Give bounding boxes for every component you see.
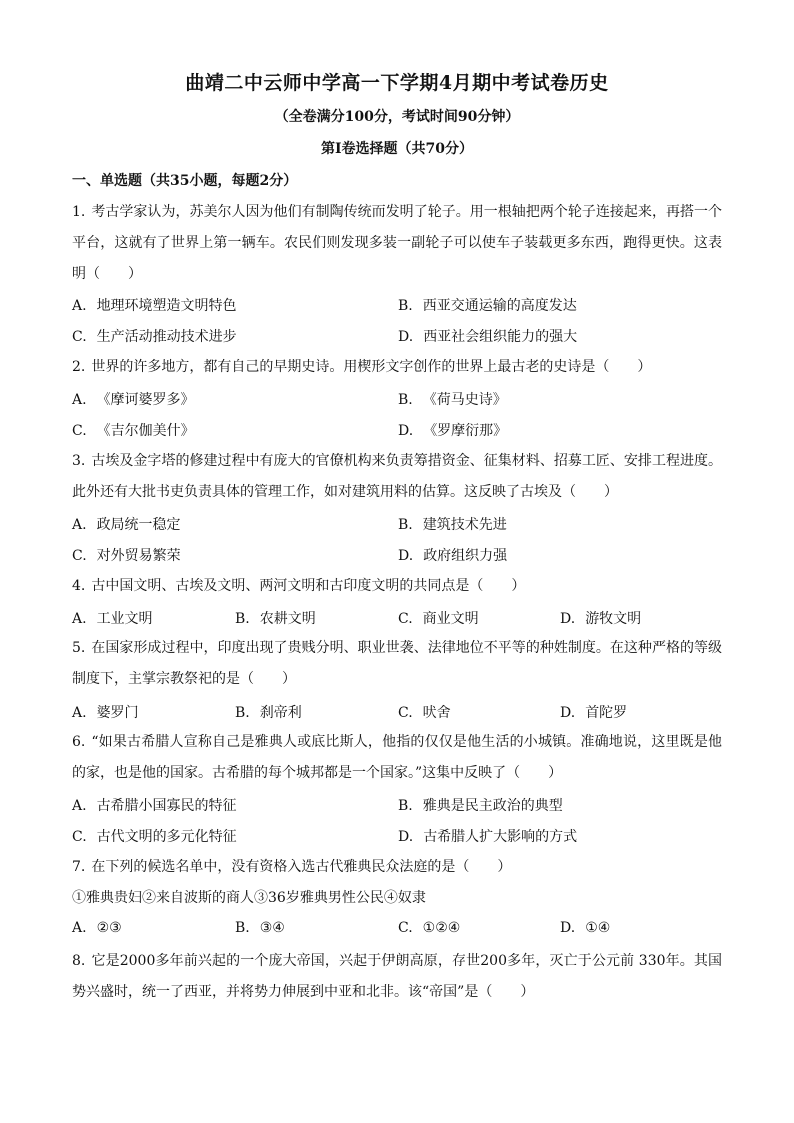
question-5 <box>72 633 722 695</box>
option-d[interactable]: D. ①④ <box>560 920 611 936</box>
question-3-options-2 <box>72 545 732 567</box>
option-c[interactable]: C. 商业文明 <box>398 611 479 627</box>
question-5-options <box>72 702 732 724</box>
option-b[interactable]: B. ③④ <box>235 920 285 936</box>
question-6 <box>72 727 722 789</box>
question-7 <box>72 852 722 883</box>
question-1 <box>72 197 722 290</box>
question-3 <box>72 446 722 508</box>
option-d[interactable]: D. 《罗摩衍那》 <box>398 423 508 439</box>
option-c[interactable]: C. 对外贸易繁荣 <box>72 548 181 564</box>
question-3-options <box>72 514 732 536</box>
question-1-options-2 <box>72 326 732 348</box>
part-heading: 第Ⅰ卷选择题（共70分） <box>320 141 474 157</box>
option-d[interactable]: D. 古希腊人扩大影响的方式 <box>398 829 578 845</box>
option-d[interactable]: D. 游牧文明 <box>560 611 642 627</box>
question-2-options-2 <box>72 420 732 442</box>
option-d[interactable]: D. 政府组织力强 <box>398 548 508 564</box>
option-c[interactable]: C. 古代文明的多元化特征 <box>72 829 237 845</box>
option-c[interactable]: C. 吠舍 <box>398 705 451 721</box>
option-a[interactable]: A. 地理环境塑造文明特色 <box>72 298 237 314</box>
section-heading: 一、单选题（共35小题，每题2分） <box>72 173 298 189</box>
option-b[interactable]: B. 农耕文明 <box>235 611 316 627</box>
question-7-options <box>72 920 732 942</box>
question-text: 古中国文明、古埃及文明、两河文明和古印度文明的共同点是（ ） <box>91 578 526 594</box>
question-number: 3. <box>72 453 86 469</box>
question-number: 6. <box>72 734 86 750</box>
question-text: 世界的许多地方，都有自己的早期史诗。用楔形文字创作的世界上最古老的史诗是（ ） <box>91 359 652 375</box>
option-b[interactable]: B. 雅典是民主政治的典型 <box>398 798 563 814</box>
option-a[interactable]: A. ②③ <box>72 920 122 936</box>
question-text: “如果古希腊人宣称自己是雅典人或底比斯人，他指的仅仅是他生活的小城镇。准确地说，这里既是他的家，也是他的国家。古希腊的每个城邦都是一个国家。”这集中反映了（ ） <box>72 734 722 781</box>
option-a[interactable]: A. 《摩诃婆罗多》 <box>72 392 195 408</box>
exam-subtitle: （全卷满分100分，考试时间90分钟） <box>274 109 520 125</box>
question-text: 在下列的候选名单中，没有资格入选古代雅典民众法庭的是（ ） <box>91 859 512 875</box>
option-b[interactable]: B. 建筑技术先进 <box>398 517 507 533</box>
question-6-options <box>72 795 732 817</box>
question-6-options-2 <box>72 826 732 848</box>
question-number: 7. <box>72 859 86 875</box>
option-c[interactable]: C. 《吉尔伽美什》 <box>72 423 195 439</box>
option-b[interactable]: B. 刹帝利 <box>235 705 302 721</box>
page-title: 曲靖二中云师中学高一下学期4月期中考试卷历史 <box>185 72 609 94</box>
question-4-options <box>72 608 732 630</box>
question-2 <box>72 352 722 383</box>
question-number: 8. <box>72 953 86 969</box>
question-number: 2. <box>72 359 86 375</box>
question-text: 考古学家认为，苏美尔人因为他们有制陶传统而发明了轮子。用一根轴把两个轮子连接起来，再搭一个平台，这就有了世界上第一辆车。农民们则发现多装一副轮子可以使车子装载更多东西，跑得更快。这表明（ ） <box>72 204 722 282</box>
question-number: 4. <box>72 578 86 594</box>
question-text: 古埃及金字塔的修建过程中有庞大的官僚机构来负责筹措资金、征集材料、招募工匠、安排工程进度。此外还有大批书吏负责具体的管理工作，如对建筑用料的估算。这反映了古埃及（ ） <box>72 453 722 500</box>
question-4 <box>72 571 722 602</box>
option-c[interactable]: C. 生产活动推动技术进步 <box>72 329 237 345</box>
option-d[interactable]: D. 首陀罗 <box>560 705 628 721</box>
option-c[interactable]: C. ①②④ <box>398 920 461 936</box>
question-text: 在国家形成过程中，印度出现了贵贱分明、职业世袭、法律地位不平等的种姓制度。在这种严格的等级制度下，主掌宗教祭祀的是（ ） <box>72 640 722 687</box>
question-7-candidates: ①雅典贵妇②来自波斯的商人③36岁雅典男性公民④奴隶 <box>72 890 426 906</box>
option-b[interactable]: B. 西亚交通运输的高度发达 <box>398 298 577 314</box>
option-a[interactable]: A. 婆罗门 <box>72 705 139 721</box>
option-b[interactable]: B. 《荷马史诗》 <box>398 392 507 408</box>
question-number: 1. <box>72 204 86 220</box>
option-d[interactable]: D. 西亚社会组织能力的强大 <box>398 329 578 345</box>
question-1-options <box>72 295 732 317</box>
option-a[interactable]: A. 古希腊小国寡民的特征 <box>72 798 237 814</box>
question-number: 5. <box>72 640 86 656</box>
question-2-options <box>72 389 732 411</box>
question-8 <box>72 946 722 1008</box>
question-text: 它是2000多年前兴起的一个庞大帝国，兴起于伊朗高原，存世200多年，灭亡于公元前 330年。其国势兴盛时，统一了西亚，并将势力伸展到中亚和北非。该“帝国”是（ ） <box>72 953 722 1000</box>
option-a[interactable]: A. 工业文明 <box>72 611 153 627</box>
option-a[interactable]: A. 政局统一稳定 <box>72 517 181 533</box>
